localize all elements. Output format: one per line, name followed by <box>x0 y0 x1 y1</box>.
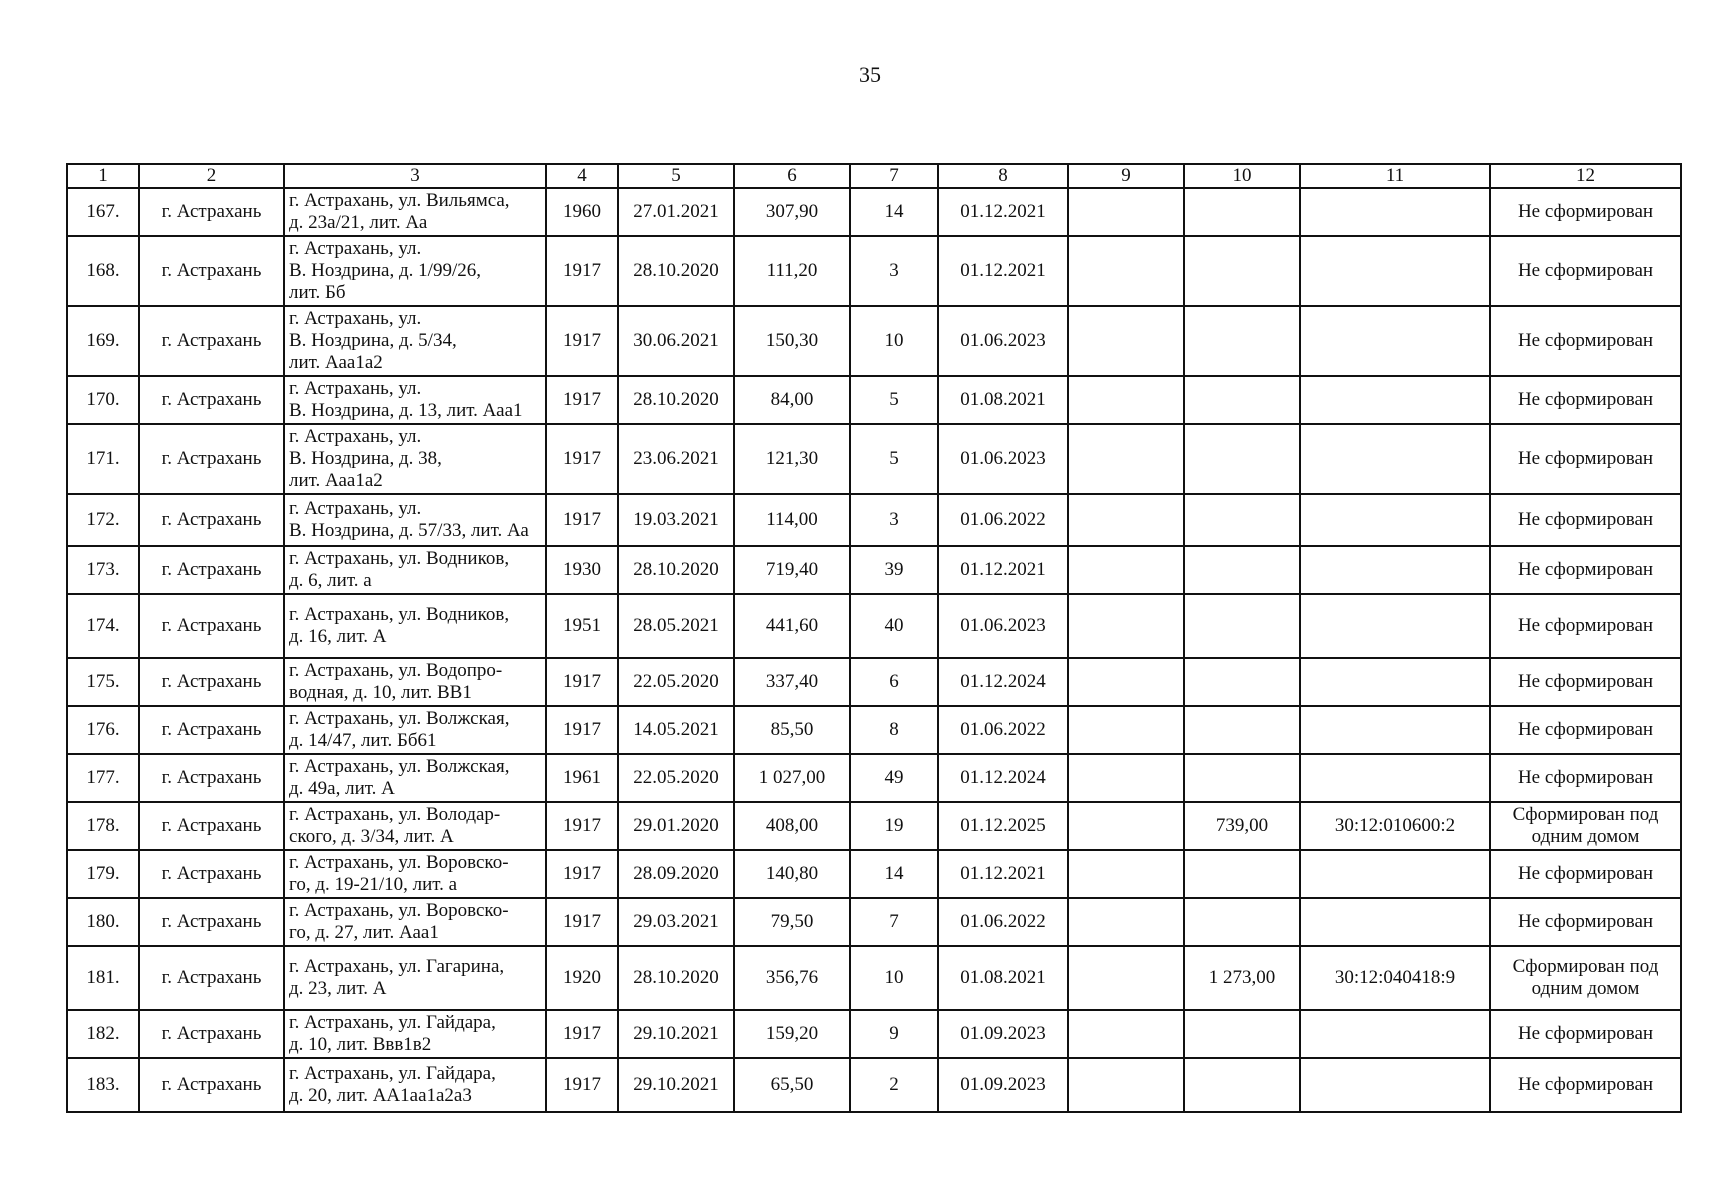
address-cell-line: В. Ноздрина, д. 5/34, <box>289 330 457 351</box>
column-header: 3 <box>284 164 546 188</box>
date-cell: 14.05.2021 <box>618 706 734 754</box>
area-cell: 79,50 <box>734 898 850 946</box>
status-cell-line: Не сформирован <box>1517 1023 1654 1044</box>
status-cell <box>1490 802 1681 850</box>
area-cell: 441,60 <box>734 594 850 658</box>
cadastral-number-cell <box>1300 306 1490 376</box>
land-area-cell <box>1184 1010 1300 1058</box>
year-cell: 1930 <box>546 546 618 594</box>
status-cell <box>1490 424 1681 494</box>
deadline-cell: 01.12.2021 <box>938 236 1068 306</box>
address-cell-line: г. Астрахань, ул. <box>289 308 422 329</box>
city-cell: г. Астрахань <box>139 188 284 236</box>
count-cell: 19 <box>850 802 938 850</box>
column-header: 5 <box>618 164 734 188</box>
land-area-cell <box>1184 376 1300 424</box>
address-cell-line: г. Астрахань, ул. <box>289 426 422 447</box>
year-cell: 1960 <box>546 188 618 236</box>
row-number: 178. <box>67 802 139 850</box>
area-cell: 150,30 <box>734 306 850 376</box>
row-number: 181. <box>67 946 139 1010</box>
cadastral-number-cell <box>1300 898 1490 946</box>
status-cell-line: Не сформирован <box>1517 260 1654 281</box>
cadastral-number-cell <box>1300 1058 1490 1112</box>
status-cell <box>1490 376 1681 424</box>
year-cell: 1917 <box>546 898 618 946</box>
column-9-cell <box>1068 306 1184 376</box>
status-cell <box>1490 946 1681 1010</box>
year-cell: 1917 <box>546 376 618 424</box>
year-cell: 1917 <box>546 1010 618 1058</box>
year-cell: 1917 <box>546 658 618 706</box>
cadastral-number-cell <box>1300 754 1490 802</box>
year-cell: 1920 <box>546 946 618 1010</box>
city-cell: г. Астрахань <box>139 1010 284 1058</box>
column-header: 7 <box>850 164 938 188</box>
area-cell: 719,40 <box>734 546 850 594</box>
column-9-cell <box>1068 594 1184 658</box>
row-number: 173. <box>67 546 139 594</box>
address-cell-line: водная, д. 10, лит. ВВ1 <box>289 682 472 703</box>
year-cell: 1951 <box>546 594 618 658</box>
status-cell <box>1490 306 1681 376</box>
count-cell: 39 <box>850 546 938 594</box>
area-cell: 121,30 <box>734 424 850 494</box>
area-cell: 85,50 <box>734 706 850 754</box>
row-number: 170. <box>67 376 139 424</box>
column-9-cell <box>1068 1058 1184 1112</box>
address-cell <box>284 546 546 594</box>
address-cell-line: г. Астрахань, ул. <box>289 498 422 519</box>
deadline-cell: 01.09.2023 <box>938 1058 1068 1112</box>
year-cell: 1917 <box>546 306 618 376</box>
count-cell: 7 <box>850 898 938 946</box>
city-cell: г. Астрахань <box>139 1058 284 1112</box>
address-cell <box>284 1010 546 1058</box>
deadline-cell: 01.06.2023 <box>938 594 1068 658</box>
land-area-cell <box>1184 850 1300 898</box>
page-number: 35 <box>859 62 881 87</box>
address-cell <box>284 802 546 850</box>
address-cell-line: В. Ноздрина, д. 1/99/26, <box>289 260 481 281</box>
cadastral-number-cell <box>1300 236 1490 306</box>
table-row <box>67 546 1681 594</box>
cadastral-number-cell <box>1300 546 1490 594</box>
count-cell: 10 <box>850 306 938 376</box>
column-header: 9 <box>1068 164 1184 188</box>
column-9-cell <box>1068 376 1184 424</box>
address-cell-line: г. Астрахань, ул. Волжская, <box>289 708 510 729</box>
date-cell: 23.06.2021 <box>618 424 734 494</box>
city-cell: г. Астрахань <box>139 376 284 424</box>
address-cell-line: д. 49а, лит. А <box>289 778 395 799</box>
city-cell: г. Астрахань <box>139 754 284 802</box>
year-cell: 1917 <box>546 802 618 850</box>
status-cell-line: Не сформирован <box>1517 201 1654 222</box>
status-cell <box>1490 546 1681 594</box>
address-cell <box>284 424 546 494</box>
city-cell: г. Астрахань <box>139 546 284 594</box>
area-cell: 140,80 <box>734 850 850 898</box>
address-cell-line: г. Астрахань, ул. Гайдара, <box>289 1063 496 1084</box>
city-cell: г. Астрахань <box>139 236 284 306</box>
cadastral-number-cell <box>1300 376 1490 424</box>
column-9-cell <box>1068 898 1184 946</box>
row-number: 180. <box>67 898 139 946</box>
year-cell: 1917 <box>546 706 618 754</box>
address-cell-line: д. 23а/21, лит. Аа <box>289 212 428 233</box>
area-cell: 111,20 <box>734 236 850 306</box>
address-cell-line: д. 16, лит. А <box>289 626 387 647</box>
count-cell: 14 <box>850 850 938 898</box>
deadline-cell: 01.12.2021 <box>938 546 1068 594</box>
deadline-cell: 01.06.2023 <box>938 424 1068 494</box>
status-cell <box>1490 188 1681 236</box>
date-cell: 28.10.2020 <box>618 376 734 424</box>
table-row <box>67 850 1681 898</box>
land-area-cell: 739,00 <box>1184 802 1300 850</box>
address-cell-line: д. 14/47, лит. Бб61 <box>289 730 437 751</box>
address-cell <box>284 306 546 376</box>
year-cell: 1961 <box>546 754 618 802</box>
status-cell-line: Не сформирован <box>1517 559 1654 580</box>
date-cell: 29.10.2021 <box>618 1010 734 1058</box>
table-row <box>67 494 1681 546</box>
row-number: 182. <box>67 1010 139 1058</box>
status-cell-line: Сформирован под <box>1512 956 1659 977</box>
area-cell: 337,40 <box>734 658 850 706</box>
address-cell-line: г. Астрахань, ул. Водников, <box>289 604 510 625</box>
area-cell: 114,00 <box>734 494 850 546</box>
land-area-cell <box>1184 494 1300 546</box>
count-cell: 2 <box>850 1058 938 1112</box>
status-cell-line: Не сформирован <box>1517 767 1654 788</box>
status-cell-line: Не сформирован <box>1517 719 1654 740</box>
column-9-cell <box>1068 850 1184 898</box>
date-cell: 27.01.2021 <box>618 188 734 236</box>
column-9-cell <box>1068 494 1184 546</box>
row-number: 171. <box>67 424 139 494</box>
count-cell: 14 <box>850 188 938 236</box>
city-cell: г. Астрахань <box>139 424 284 494</box>
status-cell-line: Не сформирован <box>1517 448 1654 469</box>
date-cell: 22.05.2020 <box>618 754 734 802</box>
city-cell: г. Астрахань <box>139 594 284 658</box>
deadline-cell: 01.06.2022 <box>938 494 1068 546</box>
city-cell: г. Астрахань <box>139 850 284 898</box>
land-area-cell <box>1184 546 1300 594</box>
address-cell-line: г. Астрахань, ул. Гайдара, <box>289 1012 496 1033</box>
column-9-cell <box>1068 754 1184 802</box>
count-cell: 6 <box>850 658 938 706</box>
status-cell <box>1490 1058 1681 1112</box>
date-cell: 22.05.2020 <box>618 658 734 706</box>
date-cell: 29.01.2020 <box>618 802 734 850</box>
land-area-cell <box>1184 306 1300 376</box>
area-cell: 65,50 <box>734 1058 850 1112</box>
land-area-cell <box>1184 424 1300 494</box>
land-area-cell <box>1184 898 1300 946</box>
area-cell: 408,00 <box>734 802 850 850</box>
address-cell <box>284 658 546 706</box>
address-cell-line: д. 6, лит. а <box>289 570 372 591</box>
city-cell: г. Астрахань <box>139 706 284 754</box>
column-9-cell <box>1068 658 1184 706</box>
deadline-cell: 01.12.2024 <box>938 658 1068 706</box>
row-number: 175. <box>67 658 139 706</box>
deadline-cell: 01.12.2025 <box>938 802 1068 850</box>
column-header: 12 <box>1490 164 1681 188</box>
row-number: 169. <box>67 306 139 376</box>
address-cell-line: В. Ноздрина, д. 38, <box>289 448 442 469</box>
column-9-cell <box>1068 424 1184 494</box>
column-9-cell <box>1068 946 1184 1010</box>
land-area-cell <box>1184 658 1300 706</box>
count-cell: 49 <box>850 754 938 802</box>
year-cell: 1917 <box>546 494 618 546</box>
date-cell: 28.10.2020 <box>618 946 734 1010</box>
column-header: 11 <box>1300 164 1490 188</box>
address-cell-line: ского, д. 3/34, лит. А <box>289 826 454 847</box>
status-cell-line: Не сформирован <box>1517 671 1654 692</box>
status-cell <box>1490 850 1681 898</box>
column-9-cell <box>1068 188 1184 236</box>
date-cell: 30.06.2021 <box>618 306 734 376</box>
row-number: 167. <box>67 188 139 236</box>
address-cell <box>284 236 546 306</box>
deadline-cell: 01.12.2021 <box>938 850 1068 898</box>
city-cell: г. Астрахань <box>139 898 284 946</box>
row-number: 183. <box>67 1058 139 1112</box>
address-cell-line: лит. Бб <box>289 282 346 303</box>
address-cell <box>284 188 546 236</box>
deadline-cell: 01.08.2021 <box>938 946 1068 1010</box>
address-cell-line: г. Астрахань, ул. Воровско- <box>289 852 509 873</box>
column-9-cell <box>1068 546 1184 594</box>
deadline-cell: 01.09.2023 <box>938 1010 1068 1058</box>
status-cell <box>1490 754 1681 802</box>
table-row <box>67 306 1681 376</box>
status-cell-line: Не сформирован <box>1517 911 1654 932</box>
area-cell: 356,76 <box>734 946 850 1010</box>
status-cell-line: Не сформирован <box>1517 389 1654 410</box>
count-cell: 8 <box>850 706 938 754</box>
land-area-cell <box>1184 754 1300 802</box>
address-cell-line: д. 20, лит. АА1аа1а2а3 <box>289 1085 472 1106</box>
cadastral-number-cell <box>1300 658 1490 706</box>
cadastral-number-cell <box>1300 494 1490 546</box>
column-header: 2 <box>139 164 284 188</box>
address-cell <box>284 754 546 802</box>
row-number: 168. <box>67 236 139 306</box>
address-cell-line: г. Астрахань, ул. Володар- <box>289 804 501 825</box>
date-cell: 28.10.2020 <box>618 546 734 594</box>
date-cell: 28.10.2020 <box>618 236 734 306</box>
table-row <box>67 802 1681 850</box>
status-cell-line: Не сформирован <box>1517 1074 1654 1095</box>
status-cell <box>1490 658 1681 706</box>
header-row <box>67 164 1681 188</box>
table-row <box>67 1010 1681 1058</box>
count-cell: 10 <box>850 946 938 1010</box>
table-row <box>67 236 1681 306</box>
address-cell-line: г. Астрахань, ул. Водопро- <box>289 660 503 681</box>
table-row <box>67 376 1681 424</box>
address-cell <box>284 494 546 546</box>
column-header: 8 <box>938 164 1068 188</box>
address-cell-line: г. Астрахань, ул. Вильямса, <box>289 190 510 211</box>
city-cell: г. Астрахань <box>139 802 284 850</box>
address-cell-line: г. Астрахань, ул. <box>289 378 422 399</box>
city-cell: г. Астрахань <box>139 658 284 706</box>
status-cell-line: Не сформирован <box>1517 509 1654 530</box>
count-cell: 40 <box>850 594 938 658</box>
column-9-cell <box>1068 706 1184 754</box>
address-cell-line: лит. Ааа1а2 <box>289 352 383 373</box>
land-area-cell <box>1184 236 1300 306</box>
address-cell-line: д. 23, лит. А <box>289 978 387 999</box>
cadastral-number-cell: 30:12:010600:2 <box>1300 802 1490 850</box>
table-row <box>67 946 1681 1010</box>
address-cell <box>284 1058 546 1112</box>
address-cell-line: лит. Ааа1а2 <box>289 470 383 491</box>
area-cell: 84,00 <box>734 376 850 424</box>
address-cell-line: го, д. 19-21/10, лит. а <box>289 874 458 895</box>
deadline-cell: 01.12.2024 <box>938 754 1068 802</box>
date-cell: 19.03.2021 <box>618 494 734 546</box>
status-cell-line: Не сформирован <box>1517 615 1654 636</box>
status-cell <box>1490 1010 1681 1058</box>
land-area-cell <box>1184 1058 1300 1112</box>
table-row <box>67 754 1681 802</box>
column-header: 6 <box>734 164 850 188</box>
count-cell: 5 <box>850 424 938 494</box>
table-row <box>67 188 1681 236</box>
status-cell <box>1490 594 1681 658</box>
cadastral-number-cell <box>1300 594 1490 658</box>
registry-table <box>66 163 1682 1113</box>
table-row <box>67 594 1681 658</box>
status-cell-line: одним домом <box>1531 826 1640 847</box>
deadline-cell: 01.08.2021 <box>938 376 1068 424</box>
deadline-cell: 01.06.2022 <box>938 898 1068 946</box>
address-cell-line: г. Астрахань, ул. Воровско- <box>289 900 509 921</box>
land-area-cell <box>1184 706 1300 754</box>
deadline-cell: 01.06.2023 <box>938 306 1068 376</box>
status-cell <box>1490 236 1681 306</box>
area-cell: 159,20 <box>734 1010 850 1058</box>
column-9-cell <box>1068 802 1184 850</box>
status-cell <box>1490 706 1681 754</box>
column-header: 10 <box>1184 164 1300 188</box>
cadastral-number-cell: 30:12:040418:9 <box>1300 946 1490 1010</box>
cadastral-number-cell <box>1300 706 1490 754</box>
address-cell <box>284 706 546 754</box>
address-cell <box>284 594 546 658</box>
table-row <box>67 424 1681 494</box>
table-body <box>67 188 1681 1112</box>
address-cell <box>284 850 546 898</box>
status-cell-line: Не сформирован <box>1517 330 1654 351</box>
address-cell-line: г. Астрахань, ул. Водников, <box>289 548 510 569</box>
address-cell <box>284 946 546 1010</box>
address-cell-line: г. Астрахань, ул. Волжская, <box>289 756 510 777</box>
cadastral-number-cell <box>1300 424 1490 494</box>
column-9-cell <box>1068 1010 1184 1058</box>
year-cell: 1917 <box>546 850 618 898</box>
status-cell <box>1490 898 1681 946</box>
address-cell <box>284 898 546 946</box>
row-number: 174. <box>67 594 139 658</box>
address-cell <box>284 376 546 424</box>
table-row <box>67 1058 1681 1112</box>
year-cell: 1917 <box>546 236 618 306</box>
city-cell: г. Астрахань <box>139 946 284 1010</box>
land-area-cell <box>1184 594 1300 658</box>
year-cell: 1917 <box>546 1058 618 1112</box>
cadastral-number-cell <box>1300 1010 1490 1058</box>
land-area-cell <box>1184 188 1300 236</box>
city-cell: г. Астрахань <box>139 306 284 376</box>
land-area-cell: 1 273,00 <box>1184 946 1300 1010</box>
status-cell <box>1490 494 1681 546</box>
column-header: 1 <box>67 164 139 188</box>
table-row <box>67 898 1681 946</box>
count-cell: 3 <box>850 494 938 546</box>
address-cell-line: г. Астрахань, ул. Гагарина, <box>289 956 505 977</box>
address-cell-line: д. 10, лит. Ввв1в2 <box>289 1034 432 1055</box>
address-cell-line: В. Ноздрина, д. 13, лит. Ааа1 <box>289 400 523 421</box>
deadline-cell: 01.06.2022 <box>938 706 1068 754</box>
date-cell: 29.10.2021 <box>618 1058 734 1112</box>
city-cell: г. Астрахань <box>139 494 284 546</box>
row-number: 179. <box>67 850 139 898</box>
date-cell: 29.03.2021 <box>618 898 734 946</box>
year-cell: 1917 <box>546 424 618 494</box>
count-cell: 5 <box>850 376 938 424</box>
status-cell-line: Не сформирован <box>1517 863 1654 884</box>
address-cell-line: г. Астрахань, ул. <box>289 238 422 259</box>
date-cell: 28.05.2021 <box>618 594 734 658</box>
date-cell: 28.09.2020 <box>618 850 734 898</box>
table-row <box>67 706 1681 754</box>
column-9-cell <box>1068 236 1184 306</box>
row-number: 172. <box>67 494 139 546</box>
deadline-cell: 01.12.2021 <box>938 188 1068 236</box>
address-cell-line: В. Ноздрина, д. 57/33, лит. Аа <box>289 520 529 541</box>
status-cell-line: Сформирован под <box>1512 804 1659 825</box>
cadastral-number-cell <box>1300 850 1490 898</box>
area-cell: 1 027,00 <box>734 754 850 802</box>
count-cell: 9 <box>850 1010 938 1058</box>
row-number: 177. <box>67 754 139 802</box>
area-cell: 307,90 <box>734 188 850 236</box>
table-row <box>67 658 1681 706</box>
cadastral-number-cell <box>1300 188 1490 236</box>
row-number: 176. <box>67 706 139 754</box>
column-header: 4 <box>546 164 618 188</box>
count-cell: 3 <box>850 236 938 306</box>
address-cell-line: го, д. 27, лит. Ааа1 <box>289 922 439 943</box>
status-cell-line: одним домом <box>1531 978 1640 999</box>
